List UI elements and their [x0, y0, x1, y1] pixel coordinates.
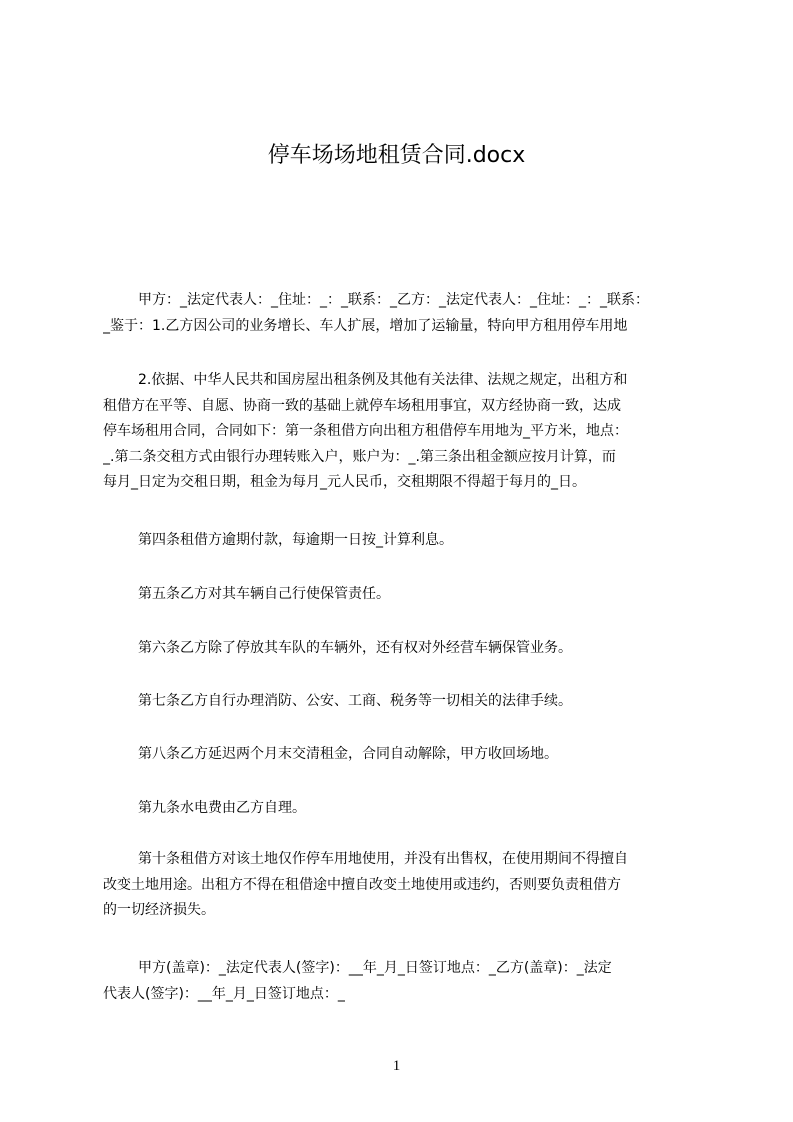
text-line: 第五条乙方对其车辆自己行使保管责任。	[138, 586, 390, 602]
paragraph-clause-6	[103, 636, 700, 662]
paragraph-clause-5	[103, 582, 700, 608]
paragraph-clause-8	[103, 742, 700, 768]
page-number: 1	[392, 1058, 401, 1074]
document-title: 停车场场地租赁合同.docx	[267, 143, 526, 168]
text-line: 甲方：_法定代表人：_住址：_：_联系：_乙方：_法定代表人：_住址：_：_联系：	[138, 292, 649, 308]
text-line: 代表人(签字)：__年_月_日签订地点：_	[103, 985, 345, 1002]
text-line: 的一切经济损失。	[103, 902, 215, 918]
text-line: _鉴于：1.乙方因公司的业务增长、车人扩展，增加了运输量，特向甲方租用停车用地	[103, 317, 628, 334]
paragraph-clause-7	[103, 689, 700, 715]
text-line: 第四条租借方逾期付款，每逾期一日按_计算利息。	[138, 532, 453, 548]
text-line: _.第二条交租方式由银行办理转账入户，账户为：_.第三条出租金额应按月计算，而	[103, 448, 616, 465]
paragraph-clause-9	[103, 796, 700, 822]
text-line: 租借方在平等、自愿、协商一致的基础上就停车场租用事宜，双方经协商一致，达成	[103, 397, 621, 414]
text-line: 每月_日定为交租日期，租金为每月_元人民币，交租期限不得超于每月的_日。	[103, 474, 586, 490]
paragraph-parties	[103, 288, 700, 339]
text-line: 停车场租用合同，合同如下：第一条租借方向出租方租借停车用地为_平方米，地点：	[103, 423, 628, 439]
paragraph-clause-10	[103, 847, 700, 924]
text-line: 第九条水电费由乙方自理。	[138, 800, 306, 816]
paragraph-clause-basis	[103, 368, 700, 496]
text-line: 第八条乙方延迟两个月末交清租金，合同自动解除，甲方收回场地。	[138, 746, 558, 762]
text-line: 改变土地用途。出租方不得在租借途中擅自改变土地使用或违约，否则要负责租借方	[103, 876, 621, 893]
text-line: 第十条租借方对该土地仅作停车用地使用，并没有出售权，在使用期间不得擅自	[138, 851, 628, 867]
text-line: 甲方(盖章)：_法定代表人(签字)：__年_月_日签订地点：_乙方(盖章)：_法定	[138, 960, 612, 976]
text-line: 第七条乙方自行办理消防、公安、工商、税务等一切相关的法律手续。	[138, 693, 572, 709]
text-line: 2.依据、中华人民共和国房屋出租条例及其他有关法律、法规之规定，出租方和	[138, 372, 628, 388]
text-line: 第六条乙方除了停放其车队的车辆外，还有权对外经营车辆保管业务。	[138, 640, 572, 656]
paragraph-signatures	[103, 956, 700, 1007]
paragraph-clause-4	[103, 528, 700, 554]
